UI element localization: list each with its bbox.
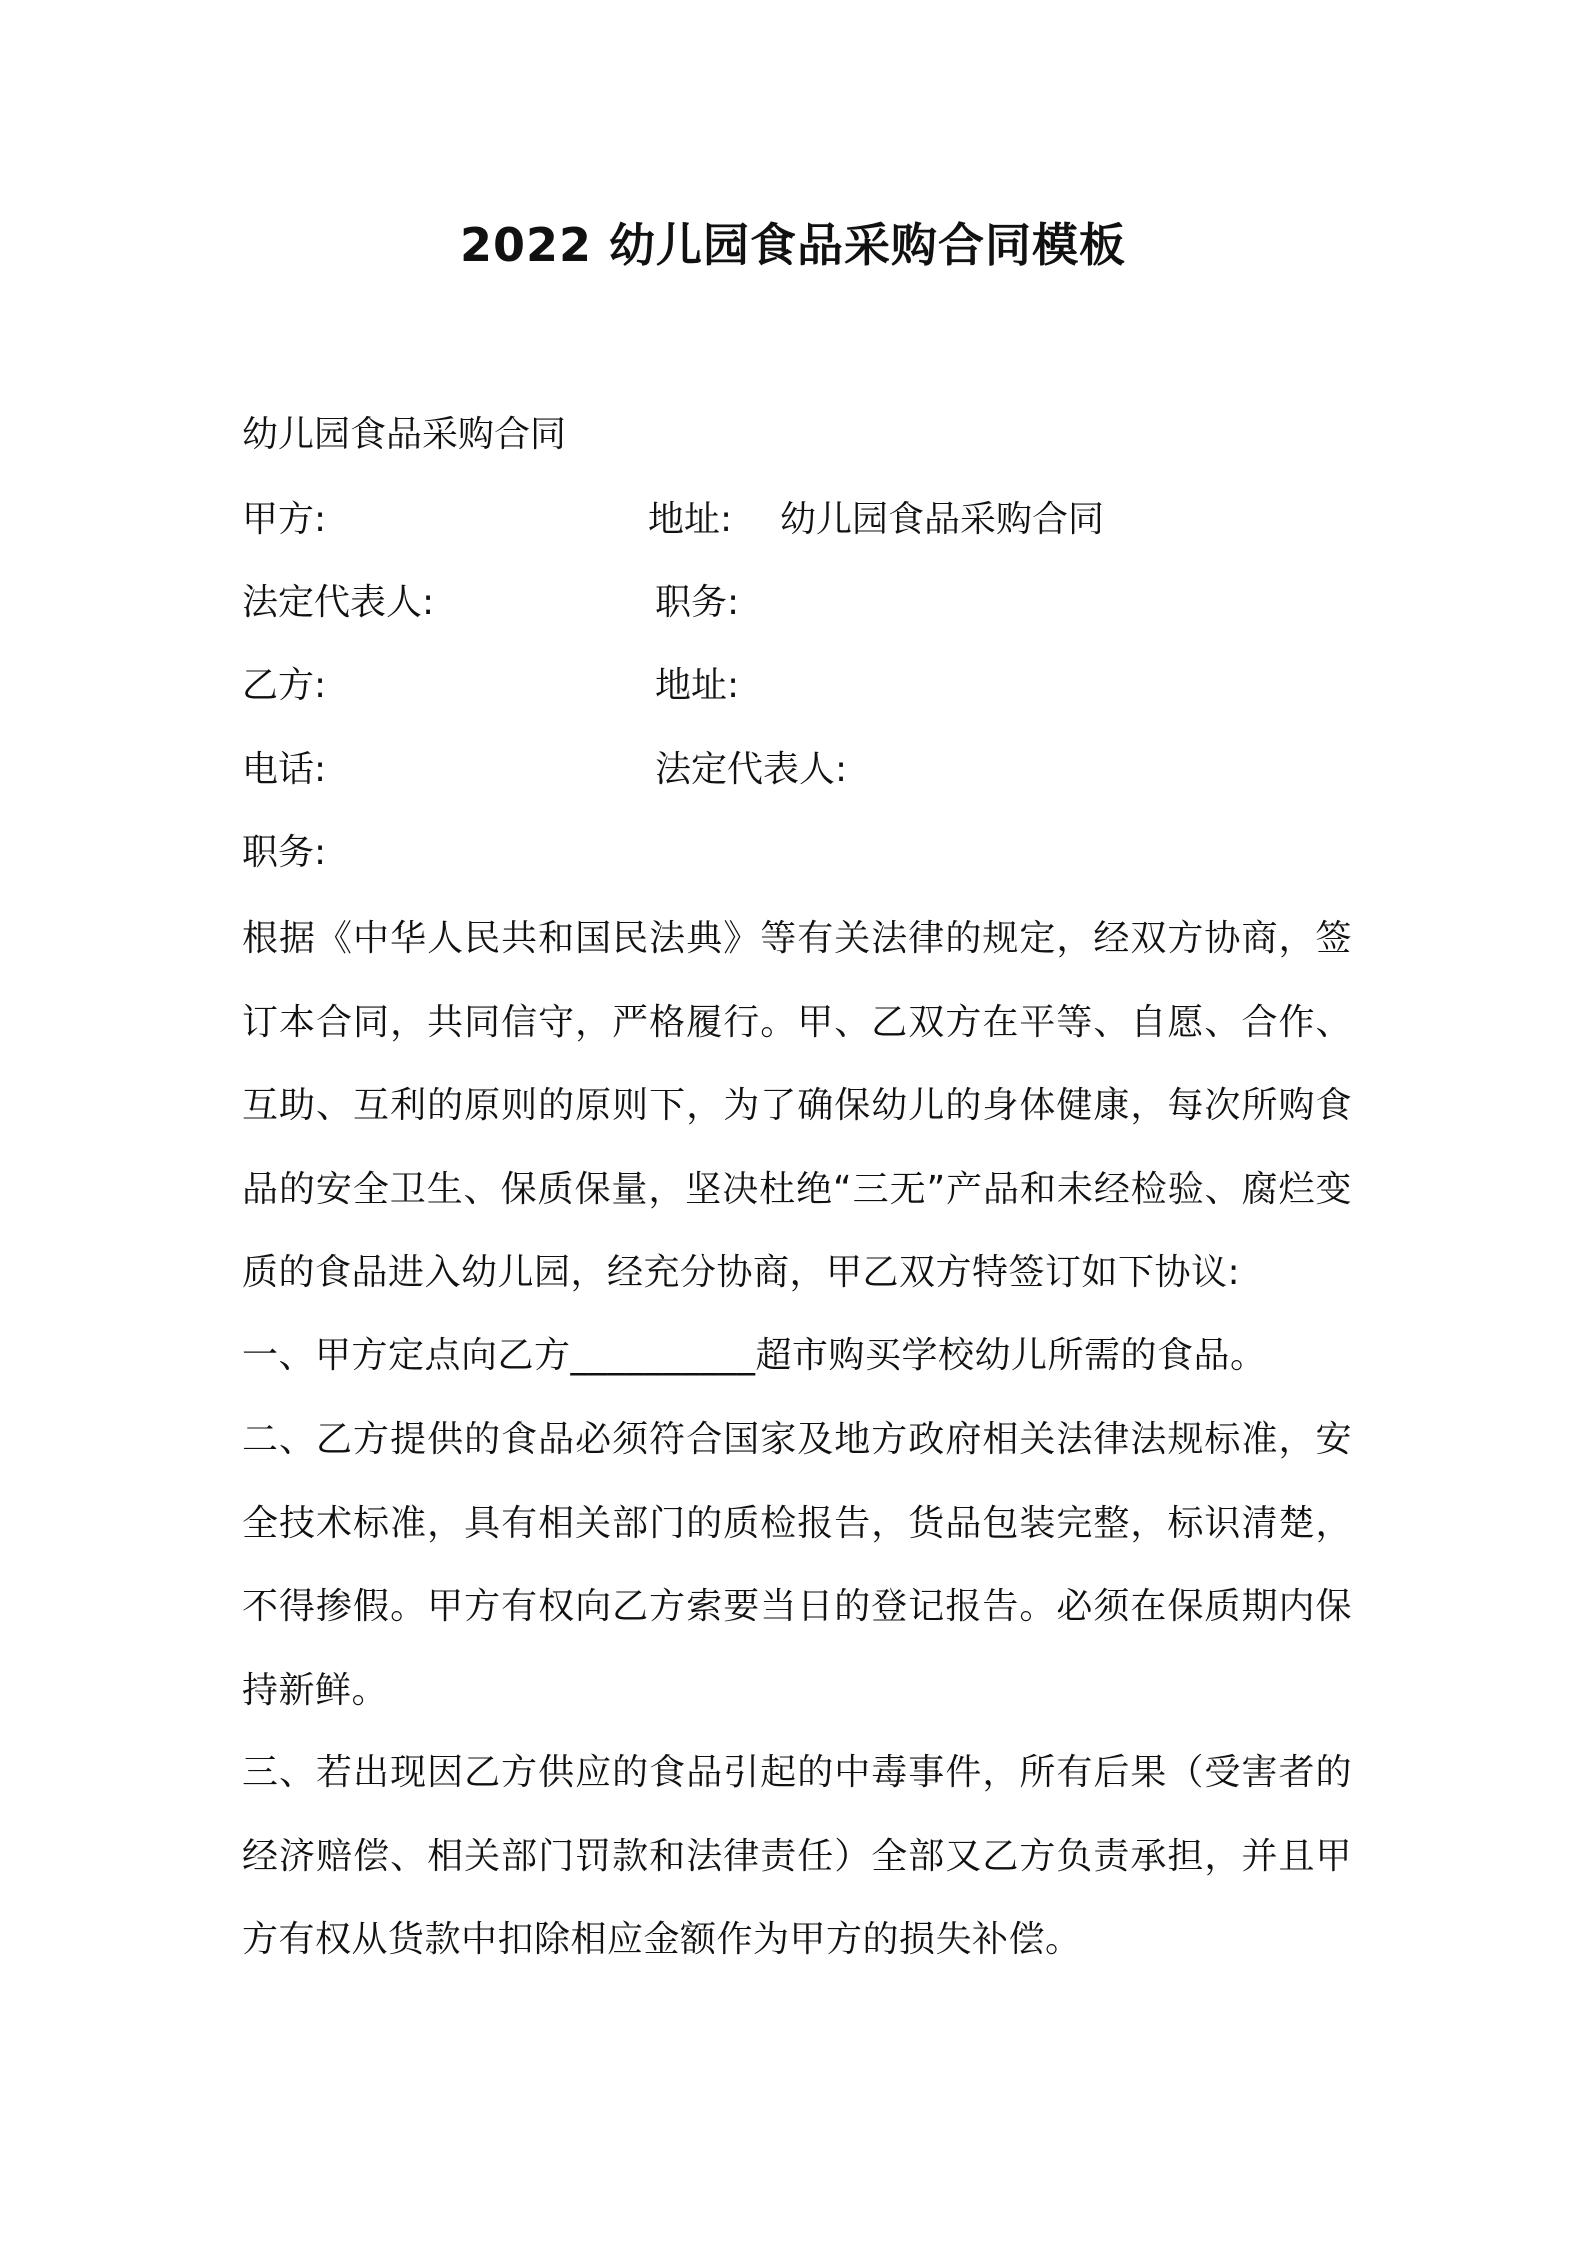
party-b-rep-label: 法定代表人: [655, 749, 848, 790]
contract-subtitle: 幼儿园食品采购合同 [242, 414, 567, 455]
party-b-position-label: 职务: [242, 832, 327, 873]
party-a-address-label: 地址: [648, 499, 733, 540]
party-a-position-label: 职务: [655, 582, 740, 623]
party-a-label: 甲方: [242, 499, 327, 540]
party-a-address-value: 幼儿园食品采购合同 [780, 499, 1105, 540]
document-title: 2022 幼儿园食品采购合同模板 [459, 218, 1127, 272]
phone-label: 电话: [242, 749, 327, 790]
party-b-label: 乙方: [242, 665, 327, 706]
clause-2: 二、乙方提供的食品必须符合国家及地方政府相关法律法规标准，安全技术标准，具有相关部门的质检报告，货品包装完整，标识清楚，不得掺假。甲方有权向乙方索要当日的登记报告。必须在保质期内保持新鲜。 [242, 1419, 1352, 1711]
party-a-rep-label: 法定代表人: [242, 582, 435, 623]
clause-3: 三、若出现因乙方供应的食品引起的中毒事件，所有后果（受害者的经济赔偿、相关部门罚款和法律责任）全部又乙方负责承担，并且甲方有权从货款中扣除相应金额作为甲方的损失补偿。 [242, 1752, 1352, 1960]
intro-paragraph: 根据《中华人民共和国民法典》等有关法律的规定，经双方协商，签订本合同，共同信守，严格履行。甲、乙双方在平等、自愿、合作、互助、互利的原则的原则下，为了确保幼儿的身体健康，每次所购食品的安全卫生、保质保量，坚决杜绝“三无”产品和未经检验、腐烂变质的食品进入幼儿园，经充分协商，甲乙双方特签订如下协议: [242, 918, 1352, 1293]
party-b-address-label: 地址: [655, 665, 740, 706]
clause-1: 一、甲方定点向乙方__________超市购买学校幼儿所需的食品。 [242, 1335, 1267, 1376]
